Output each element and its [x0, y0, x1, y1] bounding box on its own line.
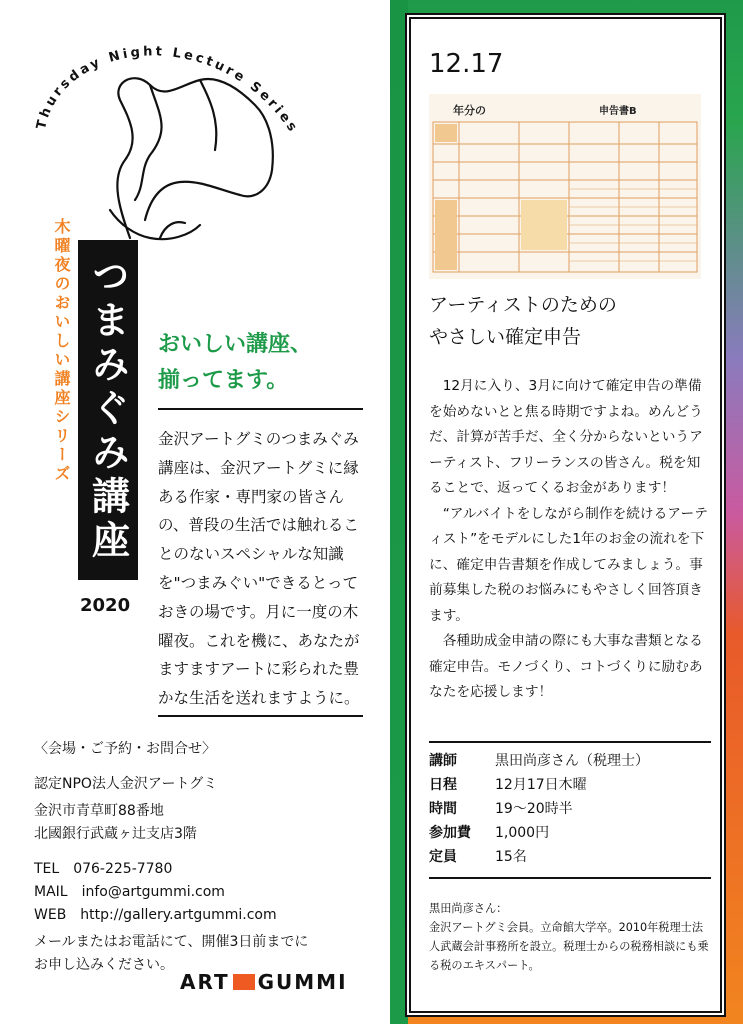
form-label-title: 申告書B: [599, 106, 637, 117]
event-title: [429, 289, 709, 353]
year: 2020: [80, 595, 131, 616]
contact-note-2: お申し込みください。: [34, 957, 174, 973]
contact-block: [34, 738, 374, 977]
contact-org: 認定NPO法人金沢アートグミ: [34, 776, 218, 792]
intro-text: 金沢アートグミのつまみぐみ講座は、金沢アートグミに縁ある作家・専門家の皆さんの、普段の生活では触れることのないスペシャルな知識を"つまみぐい"できるとっておきの場です。月に一度の木曜夜。これを機に、あなたがますますアートに彩られた豊かな生活を送れますように。: [158, 430, 360, 708]
logo-mark-icon: [233, 974, 255, 990]
vertical-subtitle: 木曜夜のおいしい講座シリーズ: [52, 218, 71, 484]
event-date: 12.17: [429, 49, 504, 79]
detail-key: 参加費: [429, 825, 471, 841]
divider-bottom: [158, 715, 363, 717]
artgummi-logo: [180, 970, 348, 994]
event-title-line-1: アーティストのための: [429, 294, 617, 316]
vertical-title: つまみぐみ講座: [78, 240, 138, 580]
catch-copy: [158, 327, 378, 399]
svg-text:Thursday Night Lecture Series: Thursday Night Lecture Series: [34, 44, 302, 137]
detail-row: [429, 773, 711, 797]
catch-line-1: おいしい講座、: [158, 332, 313, 357]
detail-row: [429, 749, 711, 773]
desc-paragraph-2: “アルバイトをしながら制作を続けるアーティスト”をモデルにした1年のお金の流れを下に、確定申告書類を作成してみましょう。事前募集した税のお悩みにもやさしく回答頂きます。: [429, 505, 708, 624]
contact-address-1: 金沢市青草町88番地: [34, 803, 164, 819]
detail-key: 定員: [429, 849, 457, 865]
logo-left: ART: [180, 970, 230, 994]
detail-value: 黒田尚彦さん（税理士）: [495, 753, 649, 769]
contact-heading: 〈会場・ご予約・お問合せ〉: [34, 741, 216, 757]
catch-line-2: 揃ってます。: [158, 368, 289, 393]
event-card: [409, 17, 722, 1013]
detail-row: [429, 821, 711, 845]
detail-value: 19〜20時半: [495, 801, 573, 817]
hand-illustration: [90, 60, 310, 250]
bio-name: 黒田尚彦さん：: [429, 902, 508, 915]
desc-paragraph-3: 各種助成金申請の際にも大事な書類となる確定申告。モノづくり、コトづくりに励むあなたを応援します！: [429, 633, 703, 700]
bio-text: 金沢アートグミ会員。立命館大学卒。2010年税理士法人武蔵会計事務所を設立。税理士からの税務相談にも乗る税のエキスパート。: [429, 921, 709, 972]
detail-value: 12月17日木曜: [495, 777, 587, 793]
detail-key: 講師: [429, 753, 457, 769]
form-label-year: 年分の: [453, 104, 486, 117]
event-details: [429, 741, 711, 879]
contact-address-2: 北國銀行武蔵ヶ辻支店3階: [34, 826, 197, 842]
logo-right: GUMMI: [257, 970, 348, 994]
detail-key: 時間: [429, 801, 457, 817]
divider-top: [158, 408, 363, 410]
detail-row: [429, 797, 711, 821]
contact-mail[interactable]: MAIL info@artgummi.com: [34, 884, 225, 900]
contact-web[interactable]: WEB http://gallery.artgummi.com: [34, 907, 277, 923]
detail-value: 1,000円: [495, 825, 550, 841]
detail-key: 日程: [429, 777, 457, 793]
detail-row: [429, 845, 711, 869]
contact-note-1: メールまたはお電話にて、開催3日前までに: [34, 934, 309, 950]
desc-paragraph-1: 12月に入り、3月に向けて確定申告の準備を始めないとと焦る時期ですよね。めんどうだ、計算が苦手だ、全く分からないというアーティスト、フリーランスの皆さん。税を知ることで、返ってくるお金があります！: [429, 378, 703, 496]
event-title-line-2: やさしい確定申告: [429, 326, 582, 348]
detail-value: 15名: [495, 849, 527, 865]
right-panel: [390, 0, 743, 1024]
tax-form-image: [429, 94, 701, 279]
event-description: [429, 374, 709, 706]
contact-tel[interactable]: TEL 076-225-7780: [34, 861, 173, 877]
lecturer-bio: [429, 899, 711, 975]
